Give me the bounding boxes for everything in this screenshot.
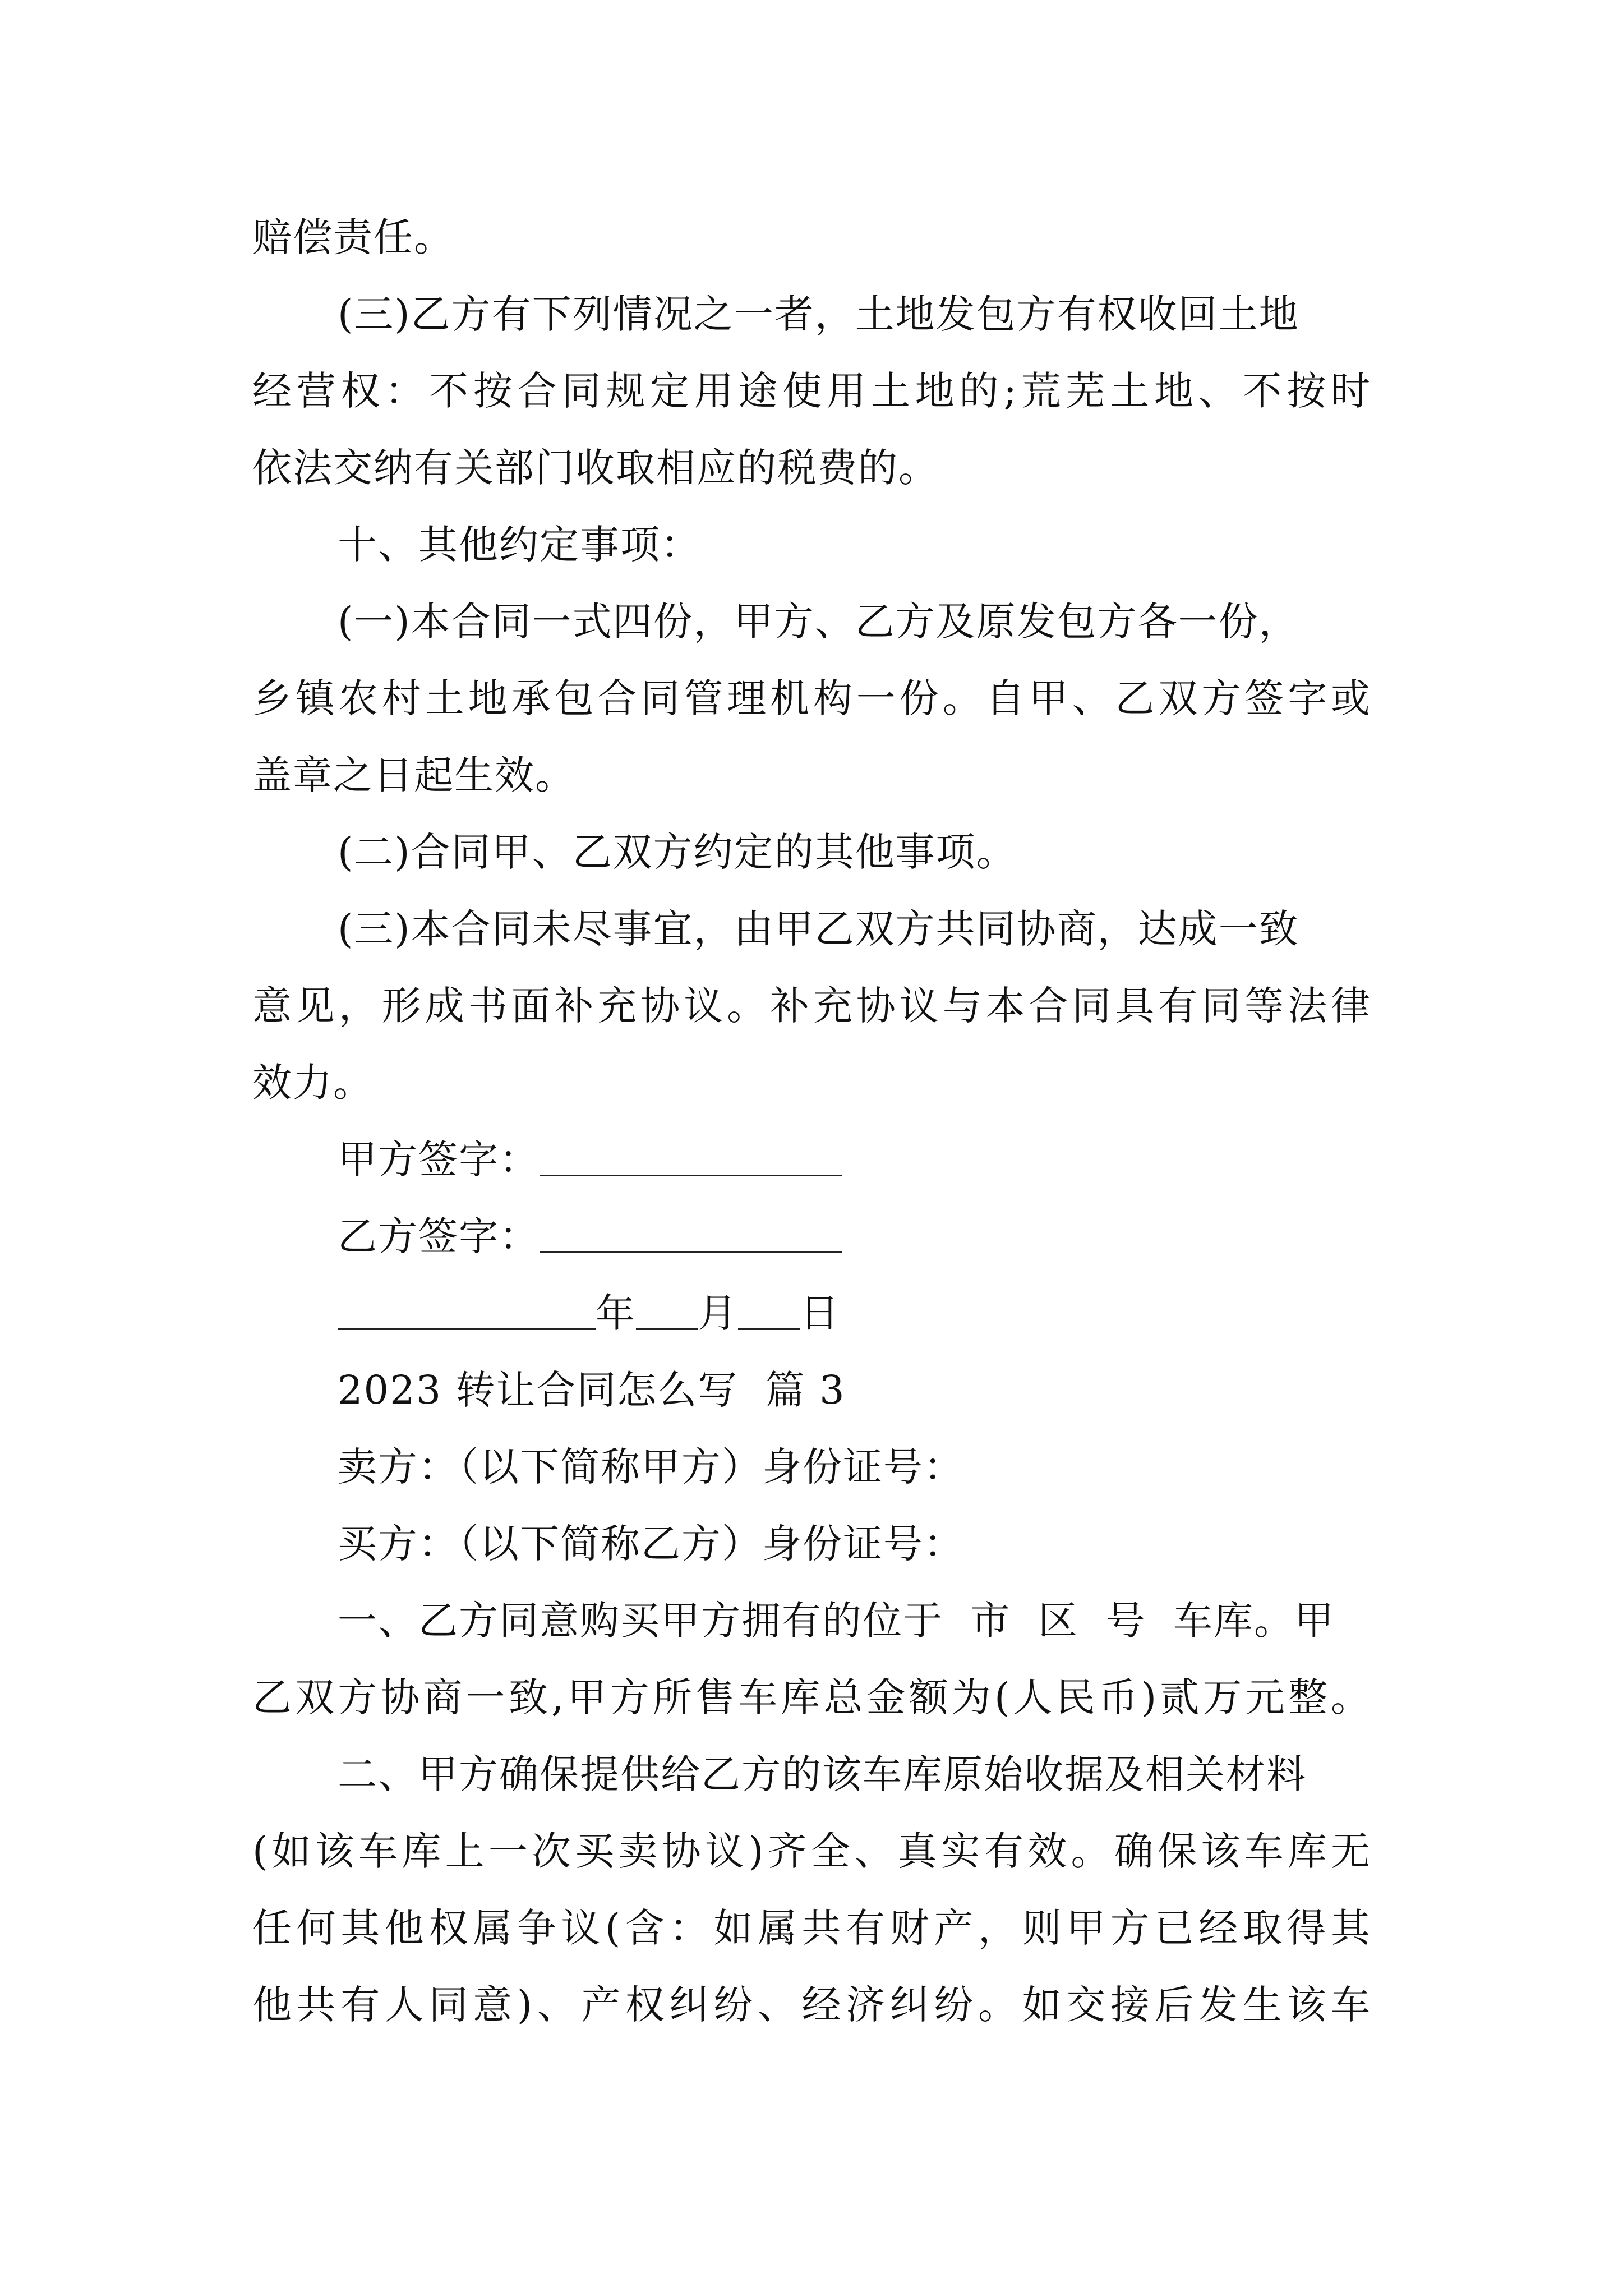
section-heading: 十、其他约定事项： xyxy=(338,522,701,568)
paragraph-line: 一、乙方同意购买甲方拥有的位于 市 区 号 车库。甲 xyxy=(338,1598,1335,1644)
date-year: 年 xyxy=(596,1290,636,1336)
signature-b-blank xyxy=(540,1212,842,1253)
date-month: 月 xyxy=(698,1290,738,1336)
signature-a-label: 甲方签字： xyxy=(338,1137,540,1182)
paragraph-line: 效力。 xyxy=(252,1060,374,1106)
paragraph-line: 乡镇农村土地承包合同管理机构一份。自甲、乙双方签字或 xyxy=(252,675,1371,721)
paragraph-line: 意见，形成书面补充协议。补充协议与本合同具有同等法律 xyxy=(252,983,1371,1029)
section-title: 2023 转让合同怎么写 篇 3 xyxy=(338,1367,846,1413)
paragraph-line: 盖章之日起生效。 xyxy=(252,752,575,798)
paragraph-line: 经营权：不按合同规定用途使用土地的;荒芜土地、不按时 xyxy=(252,368,1371,414)
date-day: 日 xyxy=(800,1290,840,1336)
paragraph-line: 他共有人同意)、产权纠纷、经济纠纷。如交接后发生该车 xyxy=(252,1982,1371,2028)
paragraph-line: (三)乙方有下列情况之一者，土地发包方有权收回土地 xyxy=(338,291,1299,337)
buyer-line: 买方：（以下简称乙方）身份证号： xyxy=(338,1521,964,1567)
paragraph-line: (三)本合同未尽事宜，由甲乙双方共同协商，达成一致 xyxy=(338,906,1299,952)
date-line xyxy=(338,1288,840,1338)
seller-line: 卖方：（以下简称甲方）身份证号： xyxy=(338,1444,964,1490)
paragraph-line: 乙双方协商一致,甲方所售车库总金额为(人民币)贰万元整。 xyxy=(252,1674,1371,1720)
paragraph-line: (一)本合同一式四份，甲方、乙方及原发包方各一份， xyxy=(338,599,1299,645)
paragraph-line: (二)合同甲、乙双方约定的其他事项。 xyxy=(338,829,1017,875)
date-blank xyxy=(338,1289,596,1330)
signature-a xyxy=(338,1134,842,1185)
signature-b xyxy=(338,1211,842,1262)
day-blank xyxy=(738,1289,800,1330)
paragraph-line: 赔偿责任。 xyxy=(252,214,454,260)
paragraph-line: 依法交纳有关部门收取相应的税费的。 xyxy=(252,445,939,491)
signature-a-blank xyxy=(540,1135,842,1176)
signature-b-label: 乙方签字： xyxy=(338,1213,540,1259)
paragraph-line: 任何其他权属争议(含：如属共有财产，则甲方已经取得其 xyxy=(252,1905,1371,1951)
paragraph-line: 二、甲方确保提供给乙方的该车库原始收据及相关材料 xyxy=(338,1751,1307,1797)
month-blank xyxy=(636,1289,698,1330)
paragraph-line: (如该车库上一次买卖协议)齐全、真实有效。确保该车库无 xyxy=(252,1828,1371,1874)
